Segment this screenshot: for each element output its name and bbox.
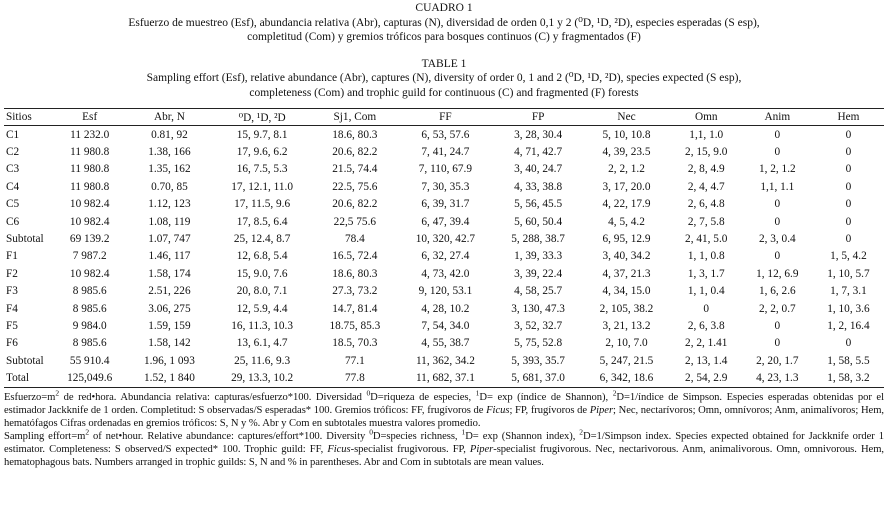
table-cell: 27.3, 73.2 [332, 285, 378, 298]
row-label: F3 [6, 285, 18, 298]
table-cell: 0 [845, 215, 852, 228]
table-header-row [4, 109, 884, 126]
row-label: C1 [6, 128, 20, 141]
table-cell: 2, 6, 3.8 [687, 319, 725, 332]
table-cell: 2, 7, 5.8 [687, 215, 725, 228]
table-cell: 2, 15, 9.0 [685, 146, 728, 159]
row-label: F1 [6, 250, 18, 263]
note-text: de red•hora. Abundancia relativa: capturas/esfuerzo*100. Diversidad [59, 391, 367, 403]
table-cell: 1, 3, 1.7 [687, 267, 725, 280]
table-cell: 7, 41, 24.7 [421, 146, 470, 159]
note-sup: 0 [369, 427, 373, 437]
table-cell: 25, 11.6, 9.3 [234, 354, 291, 367]
table-cell: 5, 10, 10.8 [602, 128, 651, 141]
table-cell: 0 [774, 337, 781, 350]
document-page [0, 1, 888, 514]
table-cell: 5, 681, 37.0 [494, 369, 582, 387]
table-cell: 17, 12.1, 11.0 [231, 180, 293, 193]
header-anim: Anim [742, 109, 813, 126]
table-cell: 1, 12, 6.9 [756, 267, 799, 280]
caption-es-label: CUADRO 1 [415, 2, 473, 14]
row-label: F4 [6, 302, 18, 315]
table-cell: 22,5 75.6 [333, 215, 377, 228]
table-cell: 4, 39, 23.5 [602, 146, 651, 159]
table-row [4, 196, 884, 213]
table-cell: 1, 2, 16.4 [827, 319, 870, 332]
table-cell: 16, 11.3, 10.3 [231, 319, 293, 332]
table-cell: 9, 120, 53.1 [418, 285, 473, 298]
data-table [4, 108, 884, 388]
table-cell: 4, 23, 1.3 [742, 369, 813, 387]
note-text: ; Nec, nectarívoros; Omn, omnívoros; Anm, animalívoros; Hem, hematófagos Cifras ordenadas en gremios tróficos: S, N y %. Abr y Com en subtotales muestra valores promedio. [4, 404, 884, 429]
table-cell: 1.59, 159 [148, 319, 191, 332]
table-cell: 10 982.4 [69, 198, 110, 211]
table-cell: 6, 95, 12.9 [602, 233, 651, 246]
table-cell: 16, 7.5, 5.3 [236, 163, 288, 176]
header-abr: Abr, N [127, 109, 211, 126]
table-cell: 11 980.8 [70, 146, 110, 159]
table-cell: 1.96, 1 093 [144, 354, 195, 367]
table-cell: 0 [845, 233, 852, 246]
table-cell: 77.1 [344, 354, 365, 367]
table-cell: 7, 110, 67.9 [418, 163, 473, 176]
table-cell: 0 [774, 250, 781, 263]
table-cell: 4, 22, 17.9 [602, 198, 651, 211]
table-cell: 0 [774, 319, 781, 332]
table-cell: 0 [774, 146, 781, 159]
table-row [4, 126, 884, 144]
table-cell: 18.6, 80.3 [332, 128, 378, 141]
table-row [4, 143, 884, 160]
table-cell: 1.58, 142 [148, 337, 191, 350]
table-cell: 17, 11.5, 9.6 [234, 198, 291, 211]
table-row [4, 352, 884, 369]
table-cell: 2, 41, 5.0 [685, 233, 728, 246]
table-cell: 1,1, 1.0 [689, 128, 724, 141]
note-text: D=1/Simpson index. Species expected obtained for Jackknife order 1 estimator. Completeness: S observed/S expected* 100. Trophic guild: FF, [4, 430, 884, 455]
table-cell: 1, 10, 5.7 [827, 267, 870, 280]
caption-en-label: TABLE 1 [421, 57, 467, 70]
table-cell: 12, 5.9, 4.4 [236, 302, 288, 315]
table-cell: 77.8 [313, 369, 397, 387]
table-cell: 1.35, 162 [148, 163, 191, 176]
header-diversity: ⁰D, ¹D, ²D [211, 109, 312, 126]
table-cell: 18.75, 85.3 [329, 319, 381, 332]
table-row [4, 335, 884, 352]
note-sup: 2 [55, 388, 60, 398]
table-cell: 2, 3, 0.4 [758, 233, 796, 246]
notes-en [4, 427, 884, 469]
table-cell: 5, 75, 52.8 [514, 337, 563, 350]
row-label: F6 [6, 337, 18, 350]
table-cell: 0 [774, 215, 781, 228]
table-cell: 1, 1, 0.4 [687, 285, 725, 298]
note-italic: Piper [589, 404, 614, 416]
table-cell: 7, 54, 34.0 [421, 319, 470, 332]
table-cell: 3, 21, 13.2 [602, 319, 651, 332]
note-text: -specialist frugivorous. FP, [350, 443, 470, 455]
table-cell: 17, 8.5, 6.4 [236, 215, 288, 228]
note-italic: Ficus [486, 404, 510, 416]
table-cell: 0 [774, 128, 781, 141]
table-cell: 10, 320, 42.7 [415, 233, 476, 246]
table-cell: 11 980.8 [70, 180, 110, 193]
table-cell: 29, 13.3, 10.2 [211, 369, 312, 387]
row-label: C6 [6, 215, 20, 228]
table-row [4, 178, 884, 195]
table-cell: 5, 393, 35.7 [511, 354, 565, 367]
row-label: Total [4, 369, 52, 387]
table-cell: 4, 37, 21.3 [602, 267, 651, 280]
table-cell: 15, 9.0, 7.6 [236, 267, 288, 280]
table-cell: 3, 40, 34.2 [602, 250, 651, 263]
table-cell: 5, 288, 38.7 [511, 233, 565, 246]
table-cell: 17, 9.6, 6.2 [236, 146, 288, 159]
table-cell: 2, 2, 1.2 [608, 163, 645, 176]
table-cell: 12, 6.8, 5.4 [236, 250, 288, 263]
table-cell: 18.6, 80.3 [332, 267, 378, 280]
note-text: Sampling effort=m [4, 430, 86, 442]
note-text: Esfuerzo=m [4, 391, 56, 403]
row-label: C4 [6, 180, 20, 193]
table-cell: 10 982.4 [69, 267, 110, 280]
table-cell: 0 [845, 163, 852, 176]
note-sup: 1 [461, 427, 466, 437]
table-cell: 0.81, 92 [151, 128, 188, 141]
table-cell: 6, 32, 27.4 [421, 250, 470, 263]
note-italic: Piper [469, 443, 494, 455]
table-cell: 1, 39, 33.3 [514, 250, 563, 263]
table-cell: 4, 71, 42.7 [514, 146, 563, 159]
table-cell: 7 987.2 [72, 250, 107, 263]
table-cell: 1, 10, 3.6 [827, 302, 870, 315]
table-cell: 5, 247, 21.5 [599, 354, 654, 367]
note-sup: 2 [85, 427, 90, 437]
table-cell: 69 139.2 [69, 233, 110, 246]
table-cell: 13, 6.1, 4.7 [236, 337, 288, 350]
table-cell: 1, 5, 4.2 [830, 250, 867, 263]
table-row [4, 369, 884, 387]
table-cell: 2, 54, 2.9 [671, 369, 742, 387]
table-cell: 2.51, 226 [148, 285, 191, 298]
table-cell: 21.5, 74.4 [332, 163, 378, 176]
table-cell: 1.12, 123 [148, 198, 191, 211]
row-label: F5 [6, 319, 18, 332]
header-sitios: Sitios [4, 109, 52, 126]
header-omn: Omn [671, 109, 742, 126]
table-cell: 4, 55, 38.7 [421, 337, 470, 350]
caption-es-line1: Esfuerzo de muestreo (Esf), abundancia relativa (Abr), capturas (N), diversidad de orden 0,1 y 2 (⁰D, ¹D, ²D), especies esperadas (S esp), [128, 16, 760, 29]
table-cell: 3, 28, 30.4 [514, 128, 563, 141]
row-label: C3 [6, 163, 20, 176]
note-text: D=1/índice de Simpson. Especies esperadas obtenidas por el estimador Jackknife de 1 orden. Completitud: S observadas/S esperadas* 100. Gremios tróficos: FF, frugívoros de [4, 391, 884, 416]
table-row [4, 265, 884, 282]
table-cell: 3, 130, 47.3 [511, 302, 565, 315]
table-cell: 6, 342, 18.6 [582, 369, 670, 387]
table-cell: 14.7, 81.4 [332, 302, 378, 315]
note-sup: 0 [366, 388, 371, 398]
table-cell: 6, 39, 31.7 [421, 198, 470, 211]
table-cell: 125,049.6 [52, 369, 127, 387]
table-cell: 2, 2, 1.41 [685, 337, 728, 350]
table-cell: 1.52, 1 840 [127, 369, 211, 387]
note-text: of net•hour. Relative abundance: captures/effort*100. Diversity [89, 430, 370, 442]
table-cell: 5, 56, 45.5 [514, 198, 563, 211]
note-text: D=species richness, [372, 430, 462, 442]
table-cell: 3, 40, 24.7 [514, 163, 563, 176]
note-italic: Ficus [327, 443, 351, 455]
table-cell: 2, 20, 1.7 [756, 354, 799, 367]
table-cell: 8 985.6 [72, 302, 107, 315]
table-cell: 2, 6, 4.8 [687, 198, 725, 211]
note-text: -specialist frugivorous. Nec, nectarivorous. Anm, animalivorous. Omn, omnivorous. Hem, hematophagous bats. Numbers arranged in trophic guilds: S, N and % in parentheses. Abr and Com in subtotals are mean values. [4, 443, 884, 468]
table-cell: 18.5, 70.3 [332, 337, 378, 350]
header-esf: Esf [52, 109, 127, 126]
table-cell: 0 [774, 198, 781, 211]
table-cell: 2, 10, 7.0 [605, 337, 648, 350]
table-cell: 6, 53, 57.6 [421, 128, 470, 141]
header-sj1-com: Sj1, Com [313, 109, 397, 126]
caption-en-line1: Sampling effort (Esf), relative abundance (Abr), captures (N), diversity of order 0, 1 and 2 (⁰D, ¹D, ²D), species expected (S esp), [146, 72, 742, 84]
table-cell: 1.58, 174 [148, 267, 191, 280]
table-row [4, 213, 884, 230]
table-body [4, 126, 884, 388]
table-cell: 78.4 [344, 233, 365, 246]
table-cell: 25, 12.4, 8.7 [233, 233, 291, 246]
table-cell: 8 985.6 [72, 285, 107, 298]
note-text: ; FP, frugívoros de [509, 404, 590, 416]
table-notes [4, 388, 884, 469]
table-cell: 4, 33, 38.8 [514, 180, 563, 193]
table-cell: 11 232.0 [70, 128, 110, 141]
table-cell: 0.70, 85 [151, 180, 188, 193]
table-cell: 3, 52, 32.7 [514, 319, 563, 332]
table-cell: 1.38, 166 [148, 146, 191, 159]
table-cell: 2, 4, 4.7 [687, 180, 725, 193]
table-row [4, 317, 884, 334]
row-label: C2 [6, 146, 20, 159]
table-cell: 4, 34, 15.0 [602, 285, 651, 298]
table-cell: 7, 30, 35.3 [421, 180, 470, 193]
table-cell: 1, 1, 0.8 [687, 250, 725, 263]
table-row [4, 161, 884, 178]
table-cell: 3, 17, 20.0 [602, 180, 651, 193]
header-hem: Hem [813, 109, 884, 126]
table-cell: 11, 362, 34.2 [415, 354, 475, 367]
table-cell: 15, 9.7, 8.1 [236, 128, 288, 141]
header-ff: FF [397, 109, 494, 126]
table-cell: 0 [845, 198, 852, 211]
table-cell: 4, 5, 4.2 [608, 215, 645, 228]
table-cell: 11, 682, 37.1 [397, 369, 494, 387]
table-cell: 55 910.4 [69, 354, 110, 367]
table-cell: 0 [845, 180, 852, 193]
note-sup: 2 [612, 388, 617, 398]
row-label: Subtotal [6, 233, 44, 246]
table-cell: 2, 13, 1.4 [685, 354, 728, 367]
note-text: D= exp (Shannon index), [465, 430, 580, 442]
row-label: Subtotal [6, 354, 44, 367]
table-cell: 3.06, 275 [148, 302, 191, 315]
table-cell: 9 984.0 [72, 319, 107, 332]
table-cell: 3, 39, 22.4 [514, 267, 563, 280]
table-cell: 0 [703, 302, 710, 315]
table-cell: 6, 47, 39.4 [421, 215, 470, 228]
table-cell: 1.08, 119 [148, 215, 191, 228]
table-cell: 10 982.4 [69, 215, 110, 228]
table-cell: 1, 6, 2.6 [758, 285, 796, 298]
notes-es [4, 388, 884, 430]
table-cell: 1, 7, 3.1 [830, 285, 867, 298]
table-row [4, 230, 884, 247]
row-label: F2 [6, 267, 18, 280]
table-cell: 4, 73, 42.0 [421, 267, 470, 280]
table-cell: 20.6, 82.2 [332, 146, 378, 159]
table-cell: 2, 105, 38.2 [599, 302, 654, 315]
note-text: D= exp (índice de Shannon), [479, 391, 613, 403]
note-text: D=riqueza de especies, [370, 391, 476, 403]
table-cell: 1.46, 117 [148, 250, 191, 263]
table-cell: 0 [845, 146, 852, 159]
table-cell: 5, 60, 50.4 [514, 215, 563, 228]
table-cell: 4, 28, 10.2 [421, 302, 470, 315]
table-cell: 1, 2, 1.2 [758, 163, 796, 176]
note-sup: 1 [475, 388, 480, 398]
table-row [4, 283, 884, 300]
header-nec: Nec [582, 109, 670, 126]
table-row [4, 248, 884, 265]
table-cell: 2, 2, 0.7 [758, 302, 796, 315]
table-cell: 16.5, 72.4 [332, 250, 378, 263]
table-cell: 2, 8, 4.9 [687, 163, 725, 176]
table-cell: 1, 58, 3.2 [813, 369, 884, 387]
table-cell: 8 985.6 [72, 337, 107, 350]
note-sup: 2 [579, 427, 583, 437]
table-cell: 11 980.8 [70, 163, 110, 176]
header-fp: FP [494, 109, 582, 126]
table-row [4, 300, 884, 317]
table-cell: 4, 58, 25.7 [514, 285, 563, 298]
table-cell: 22.5, 75.6 [332, 180, 378, 193]
table-cell: 0 [845, 337, 852, 350]
table-cell: 1, 58, 5.5 [827, 354, 870, 367]
caption-es-line2: completitud (Com) y gremios tróficos para bosques continuos (C) y fragmentados (F) [247, 31, 641, 43]
table-cell: 20, 8.0, 7.1 [236, 285, 288, 298]
caption-en-line2: completeness (Com) and trophic guild for continuous (C) and fragmented (F) forests [249, 86, 639, 99]
table-cell: 1,1, 1.1 [760, 180, 795, 193]
table-cell: 20.6, 82.2 [332, 198, 378, 211]
table-cell: 0 [845, 128, 852, 141]
row-label: C5 [6, 198, 20, 211]
table-cell: 1.07, 747 [148, 233, 191, 246]
